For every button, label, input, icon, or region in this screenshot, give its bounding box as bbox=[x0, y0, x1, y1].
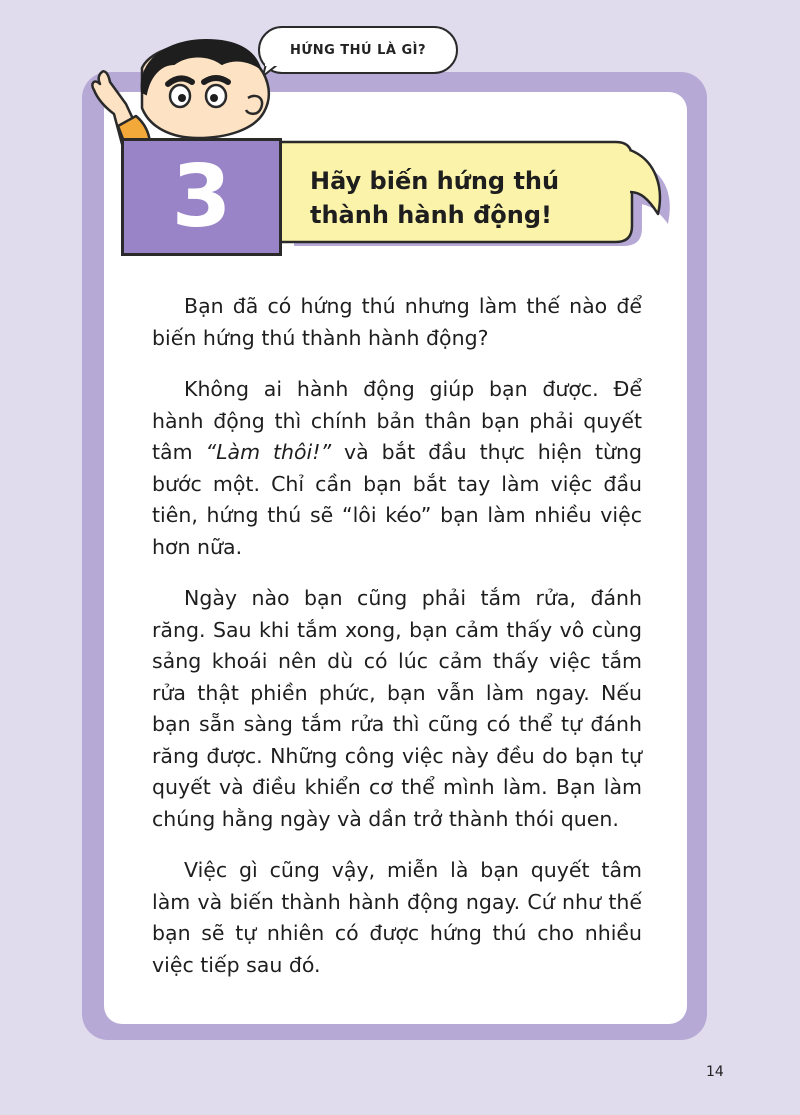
section-title-line-2: thành hành động! bbox=[310, 201, 552, 229]
section-title-line-1: Hãy biến hứng thú bbox=[310, 167, 560, 195]
section-number: 3 bbox=[171, 147, 232, 247]
section-number-card bbox=[121, 138, 282, 256]
paragraph-2-part-2: và bắt đầu thực hiện từng bước một. Chỉ cần bạn bắt tay làm việc đầu tiên, hứng thú sẽ “lôi kéo” bạn làm nhiều việc hơn nữa. bbox=[152, 440, 642, 559]
body-text bbox=[152, 291, 642, 981]
section-title bbox=[310, 164, 610, 232]
paragraph-2-part-1: Không ai hành động giúp bạn được. Để hành động thì chính bản thân bạn phải quyết tâm bbox=[152, 377, 642, 464]
page-number: 14 bbox=[706, 1064, 724, 1080]
paragraph-2 bbox=[152, 374, 642, 563]
header-speech-bubble bbox=[258, 26, 458, 74]
paragraph-1: Bạn đã có hứng thú nhưng làm thế nào để biến hứng thú thành hành động? bbox=[152, 294, 642, 350]
header-bubble-text: HỨNG THÚ LÀ GÌ? bbox=[289, 42, 427, 58]
paragraph-4: Việc gì cũng vậy, miễn là bạn quyết tâm làm và biến thành hành động ngay. Cứ như thế bạn sẽ tự nhiên có được hứng thú cho nhiều việc tiếp sau đó. bbox=[152, 858, 642, 977]
paragraph-3: Ngày nào bạn cũng phải tắm rửa, đánh răng. Sau khi tắm xong, bạn cảm thấy vô cùng sảng khoái nên dù có lúc cảm thấy việc tắm rửa thật phiền phức, bạn vẫn làm ngay. Nếu bạn sẵn sàng tắm rửa thì cũng có thể tự đánh răng được. Những công việc này đều do bạn tự quyết và điều khiển cơ thể mình làm. Bạn làm chúng hằng ngày và dần trở thành thói quen. bbox=[152, 586, 642, 831]
paragraph-2-quote: “Làm thôi!” bbox=[205, 440, 332, 464]
